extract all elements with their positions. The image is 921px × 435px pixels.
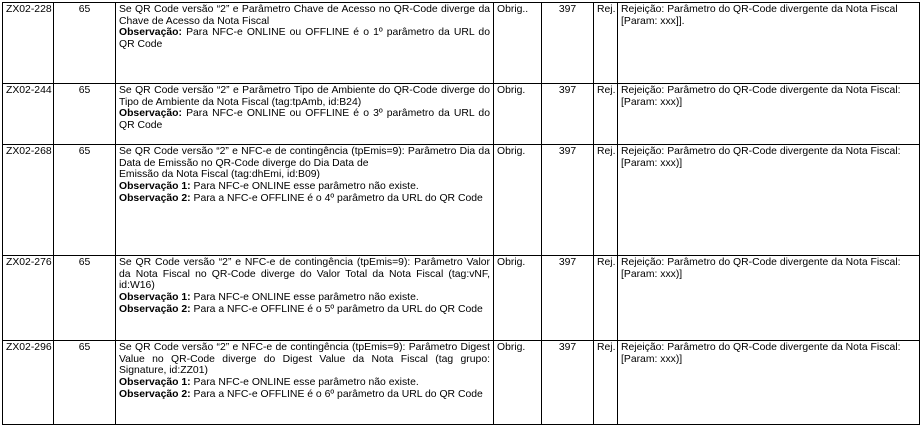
rule-applicability: Obrig.: [494, 84, 542, 145]
rule-condition: [116, 3, 494, 84]
rule-applicability: Obrig.: [494, 145, 542, 256]
observation: [119, 389, 490, 401]
table-row: [3, 84, 920, 145]
observation: [119, 27, 490, 50]
observation-text: Para NFC-e ONLINE esse parâmetro não existe.: [190, 181, 419, 193]
condition-text: Se QR Code versão “2” e NFC-e de contingência (tpEmis=9): Parâmetro Digest Value no QR-Code diverge do Digest Value da Nota Fiscal (tag grupo: Signature, id:ZZ01): [119, 342, 490, 377]
observation-label: Observação 2:: [119, 303, 191, 315]
observation-text: Para NFC-e ONLINE esse parâmetro não existe.: [190, 377, 419, 389]
rule-applicability: Obrig.: [494, 341, 542, 425]
rule-code: ZX02-228: [3, 3, 54, 84]
rule-effect: Rej.: [594, 145, 618, 256]
rule-effect: Rej.: [594, 256, 618, 341]
rule-field: 65: [54, 3, 116, 84]
rule-effect: Rej.: [594, 84, 618, 145]
observation-text: Para a NFC-e OFFLINE é o 4º parâmetro da URL do QR Code: [190, 192, 483, 204]
condition-text: Se QR Code versão “2” e Parâmetro Tipo de Ambiente do QR-Code diverge do Tipo de Ambiente da Nota Fiscal (tag:tpAmb, id:B24): [119, 85, 490, 108]
rule-code: ZX02-276: [3, 256, 54, 341]
observation-label: Observação 1:: [119, 377, 191, 389]
rule-status-code: 397: [542, 3, 594, 84]
table-row: [3, 341, 920, 425]
observation-text: Para a NFC-e OFFLINE é o 6º parâmetro da URL do QR Code: [190, 388, 483, 400]
observation-label: Observação:: [119, 108, 182, 120]
condition-text: Se QR Code versão “2” e NFC-e de contingência (tpEmis=9): Parâmetro Dia da Data de Emissão no QR-Code diverge do Dia Data de: [119, 146, 490, 169]
observation: [119, 181, 490, 193]
rule-code: ZX02-268: [3, 145, 54, 256]
rules-table-body: [3, 3, 920, 425]
rule-message: Rejeição: Parâmetro do QR-Code divergente da Nota Fiscal [Param: xxx]].: [618, 3, 920, 84]
rule-applicability: Obrig.: [494, 256, 542, 341]
condition-text: Emissão da Nota Fiscal (tag:dhEmi, id:B09): [119, 169, 320, 181]
observation: [119, 108, 490, 131]
rule-field: 65: [54, 341, 116, 425]
observation: [119, 377, 490, 389]
observation-label: Observação 1:: [119, 181, 191, 193]
rule-status-code: 397: [542, 256, 594, 341]
observation: [119, 292, 490, 304]
rule-field: 65: [54, 84, 116, 145]
rule-code: ZX02-244: [3, 84, 54, 145]
validation-rules-table: [2, 2, 920, 425]
rule-condition: [116, 84, 494, 145]
rule-status-code: 397: [542, 341, 594, 425]
table-row: [3, 256, 920, 341]
observation-label: Observação 2:: [119, 192, 191, 204]
observation-label: Observação:: [119, 27, 182, 39]
rule-condition: [116, 341, 494, 425]
rule-status-code: 397: [542, 145, 594, 256]
observation-text: Para NFC-e ONLINE ou OFFLINE é o 1º parâmetro da URL do QR Code: [119, 27, 490, 51]
rule-message: Rejeição: Parâmetro do QR-Code divergente da Nota Fiscal: [Param: xxx)]: [618, 256, 920, 341]
observation-label: Observação 2:: [119, 388, 191, 400]
observation: [119, 304, 490, 316]
rule-field: 65: [54, 145, 116, 256]
rule-condition: [116, 256, 494, 341]
rule-applicability: Obrig..: [494, 3, 542, 84]
rule-effect: Rej.: [594, 3, 618, 84]
rule-message: Rejeição: Parâmetro do QR-Code divergente da Nota Fiscal: [Param: xxx)]: [618, 84, 920, 145]
observation: [119, 193, 490, 205]
table-row: [3, 145, 920, 256]
observation-text: Para a NFC-e OFFLINE é o 5º parâmetro da URL do QR Code: [190, 303, 483, 315]
condition-text: Se QR Code versão “2” e NFC-e de contingência (tpEmis=9): Parâmetro Valor da Nota Fiscal no QR-Code diverge do Valor Total da Nota Fiscal (tag:vNF, id:W16): [119, 257, 490, 292]
rule-message: Rejeição: Parâmetro do QR-Code divergente da Nota Fiscal: [Param: xxx)]: [618, 341, 920, 425]
rule-field: 65: [54, 256, 116, 341]
rule-status-code: 397: [542, 84, 594, 145]
condition-text: Se QR Code versão “2” e Parâmetro Chave de Acesso no QR-Code diverge da Chave de Acesso da Nota Fiscal: [119, 4, 490, 27]
rule-code: ZX02-296: [3, 341, 54, 425]
observation-text: Para NFC-e ONLINE ou OFFLINE é o 3º parâmetro da URL do QR Code: [119, 108, 490, 132]
table-row: [3, 3, 920, 84]
observation-label: Observação 1:: [119, 292, 191, 304]
observation-text: Para NFC-e ONLINE esse parâmetro não existe.: [190, 292, 419, 304]
rule-condition: [116, 145, 494, 256]
rule-effect: Rej.: [594, 341, 618, 425]
rule-message: Rejeição: Parâmetro do QR-Code divergente da Nota Fiscal: [Param: xxx)]: [618, 145, 920, 256]
